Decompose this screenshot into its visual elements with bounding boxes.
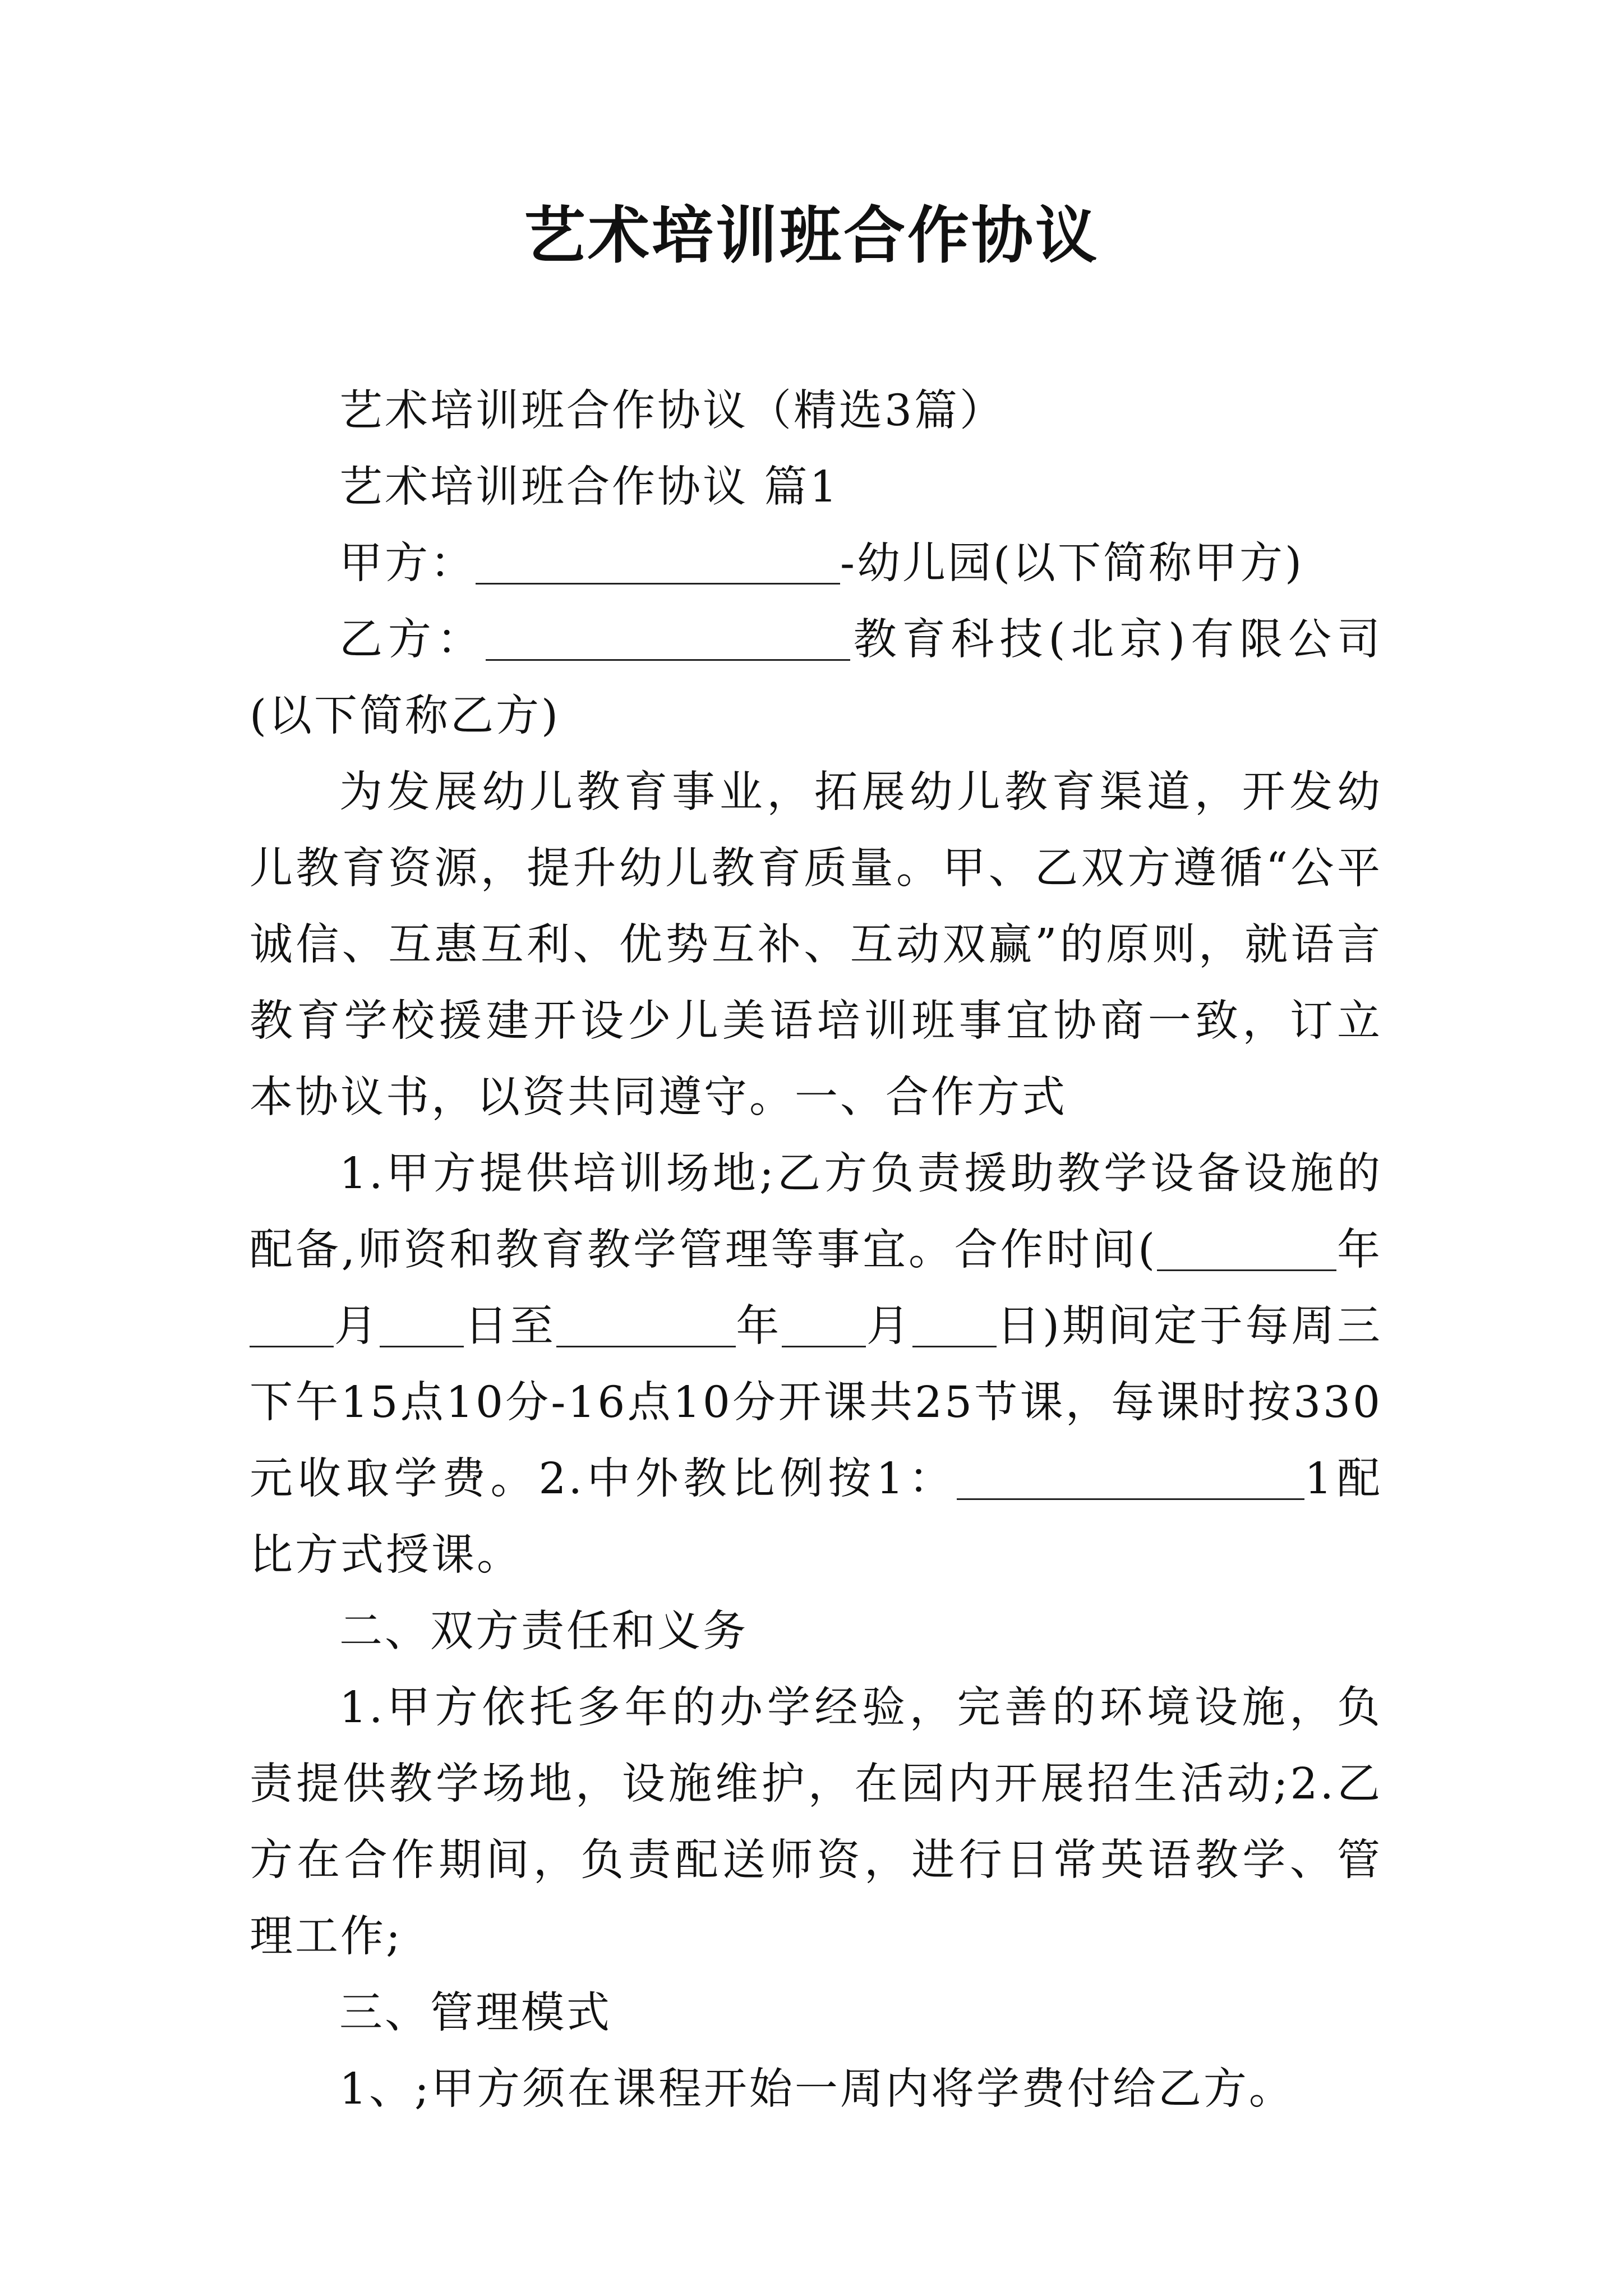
terms-day-2: 日)期间定于每周三下午15点10分-16点10分开课共25节课，每课时按330元收取学费。2.中外教比例按1：	[250, 1301, 1383, 1504]
paragraph-party-a	[250, 526, 1382, 602]
terms-year-2: 年	[735, 1301, 782, 1351]
paragraph-party-b	[250, 602, 1382, 754]
paragraph-management: 1、;甲方须在课程开始一周内将学费付给乙方。	[339, 2064, 1294, 2114]
paragraph-cooperation-terms	[250, 1136, 1382, 1594]
party-b-label: 乙方：	[339, 615, 486, 665]
paragraph-section-heading-2: 二、双方责任和义务	[339, 1607, 748, 1657]
paragraph-section-heading: 艺术培训班合作协议 篇1	[339, 462, 840, 512]
paragraph-responsibilities: 1.甲方依托多年的办学经验，完善的环境设施，负责提供教学场地，设施维护，在园内开展招生活动;2.乙方在合作期间，负责配送师资，进行日常英语教学、管理工作;	[250, 1683, 1382, 1962]
paragraph-subtitle: 艺术培训班合作协议（精选3篇）	[339, 386, 1005, 436]
party-a-tail: -幼儿园(以下简称甲方)	[840, 539, 1304, 588]
terms-tail: 1配比方式授课。	[250, 1454, 1382, 1580]
blank-line	[782, 1306, 866, 1347]
blank-line	[476, 544, 840, 585]
blank-line	[486, 620, 850, 661]
blank-line	[957, 1459, 1304, 1500]
terms-month-1: 月	[334, 1301, 380, 1351]
blank-line	[250, 1306, 334, 1347]
blank-line	[380, 1306, 464, 1347]
blank-line	[912, 1306, 997, 1347]
terms-year-1: 年	[1336, 1225, 1383, 1275]
paragraph-section-heading-3: 三、管理模式	[339, 1988, 612, 2038]
terms-month-2: 月	[866, 1301, 912, 1351]
paragraph-preamble: 为发展幼儿教育事业，拓展幼儿教育渠道，开发幼儿教育资源，提升幼儿教育质量。甲、乙双方遵循“公平诚信、互惠互利、优势互补、互动双赢”的原则，就语言教育学校援建开设少儿美语培训班事宜协商一致，订立本协议书，以资共同遵守。一、合作方式	[250, 767, 1382, 1122]
document-body	[250, 373, 1382, 2128]
terms-text-a: 1.甲方提供培训场地;乙方负责援助教学设备设施的配备,师资和教育教学管理等事宜。合作时间(	[250, 1149, 1382, 1275]
blank-line	[556, 1306, 736, 1347]
document-title: 艺术培训班合作协议	[524, 199, 1099, 272]
blank-line	[1157, 1230, 1336, 1271]
party-b-tail: 教育科技(北京)有限公司(以下简称乙方)	[250, 615, 1382, 741]
terms-day-1: 日至	[464, 1301, 556, 1351]
party-a-label: 甲方：	[339, 539, 476, 588]
